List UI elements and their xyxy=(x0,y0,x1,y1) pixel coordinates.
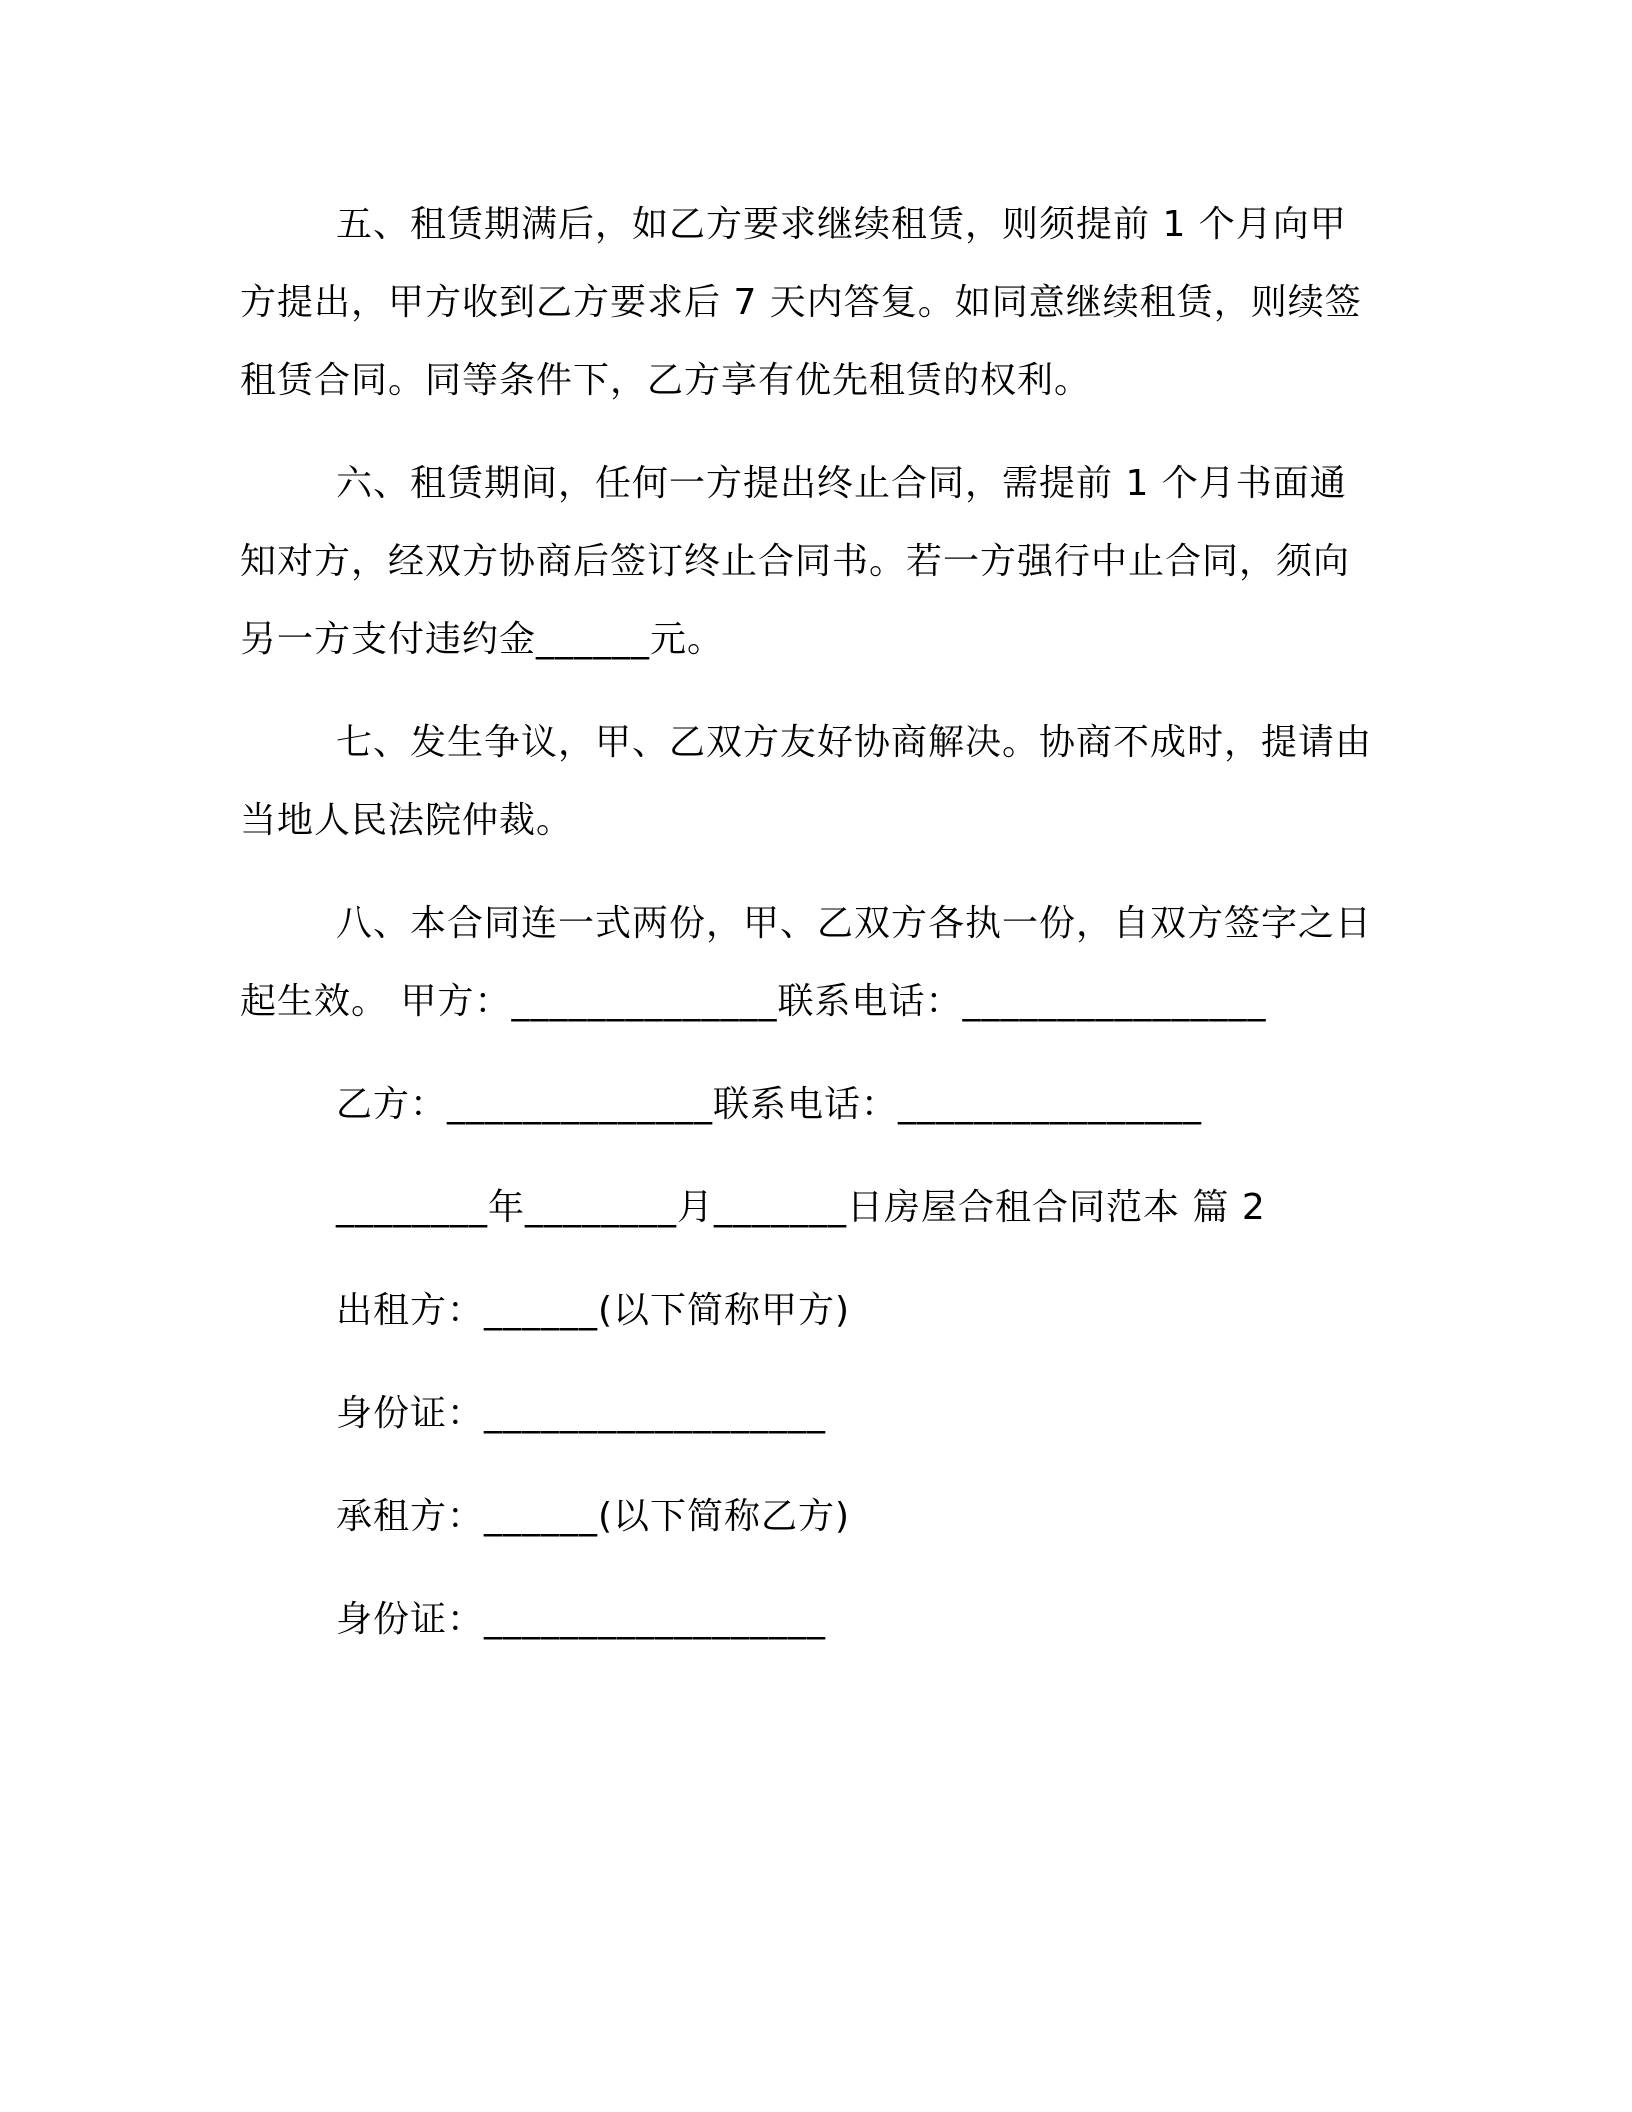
clause-8-paragraph: 八、本合同连一式两份，甲、乙双方各执一份，自双方签字之日起生效。 甲方：______________联系电话：________________ xyxy=(240,903,1373,1022)
clause-7-paragraph: 七、发生争议，甲、乙双方友好协商解决。协商不成时，提请由当地人民法院仲裁。 xyxy=(240,722,1373,841)
lessee-line: 承租方：______(以下简称乙方) xyxy=(336,1496,851,1537)
party-b-signature-line: 乙方：______________联系电话：________________ xyxy=(336,1084,1203,1125)
lessee-id-line: 身份证：__________________ xyxy=(336,1599,827,1640)
clause-5-paragraph: 五、租赁期满后，如乙方要求继续租赁，则须提前 1 个月向甲方提出，甲方收到乙方要求后 7 天内答复。如同意继续租赁，则续签租赁合同。同等条件下，乙方享有优先租赁的权利。 xyxy=(240,204,1362,401)
lessor-id-line: 身份证：__________________ xyxy=(336,1393,827,1434)
document-body xyxy=(240,186,1380,1684)
clause-6-paragraph: 六、租赁期间，任何一方提出终止合同，需提前 1 个月书面通知对方，经双方协商后签订终止合同书。若一方强行中止合同，须向另一方支付违约金______元。 xyxy=(240,463,1351,660)
date-and-title-line: ________年________月_______日房屋合租合同范本 篇 2 xyxy=(336,1187,1266,1228)
lessor-line: 出租方：______(以下简称甲方) xyxy=(336,1290,851,1331)
